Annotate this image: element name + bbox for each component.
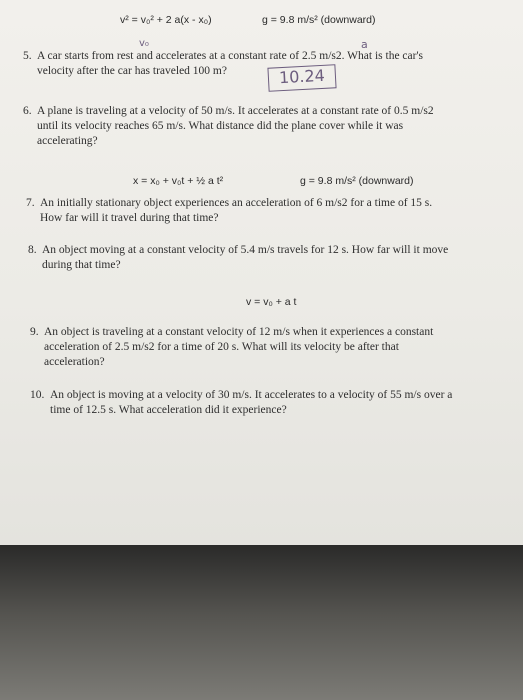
question-line: until its velocity reaches 65 m/s. What distance did the plane cover while it was [37,120,404,132]
question-number: 8. [28,244,37,256]
question-line: A car starts from rest and accelerates at a constant rate of 2.5 m/s2. What is the car's [37,50,424,62]
question-number: 9. [30,326,39,338]
formula-gravity-top: g = 9.8 m/s² (downward) [262,14,376,26]
question-line: time of 12.5 s. What acceleration did it experience? [50,404,287,416]
handwritten-a-note: a [361,38,368,51]
question-number: 6. [23,105,32,117]
question-line: acceleration of 2.5 m/s2 for a time of 20 s. What will its velocity be after that [44,341,399,353]
question-line: How far will it travel during that time? [40,212,219,224]
formula-gravity-middle: g = 9.8 m/s² (downward) [300,175,414,187]
question-line: velocity after the car has traveled 100 m? [37,65,227,77]
question-line: An object is moving at a velocity of 30 m/s. It accelerates to a velocity of 55 m/s over a [50,389,453,401]
question-number: 7. [26,197,35,209]
formula-velocity: v = v₀ + a t [246,296,297,308]
question-line: during that time? [42,259,121,271]
question-number: 10. [30,389,45,401]
handwritten-v0-note: v₀ [139,38,149,49]
handwritten-answer: 10.24 [267,64,336,92]
formula-position: x = x₀ + v₀t + ½ a t² [133,175,224,187]
question-line: A plane is traveling at a velocity of 50 m/s. It accelerates at a constant rate of 0.5 m/s2 [37,105,434,117]
question-line: accelerating? [37,135,98,147]
question-line: An object is traveling at a constant velocity of 12 m/s when it experiences a constant [44,326,434,338]
background-surface [0,545,523,700]
question-number: 5. [23,50,32,62]
question-line: An object moving at a constant velocity of 5.4 m/s travels for 12 s. How far will it move [42,244,449,256]
formula-velocity-squared: v² = v₀² + 2 a(x - x₀) [120,14,212,26]
question-line: An initially stationary object experiences an acceleration of 6 m/s2 for a time of 15 s. [40,197,433,209]
question-line: acceleration? [44,356,105,368]
